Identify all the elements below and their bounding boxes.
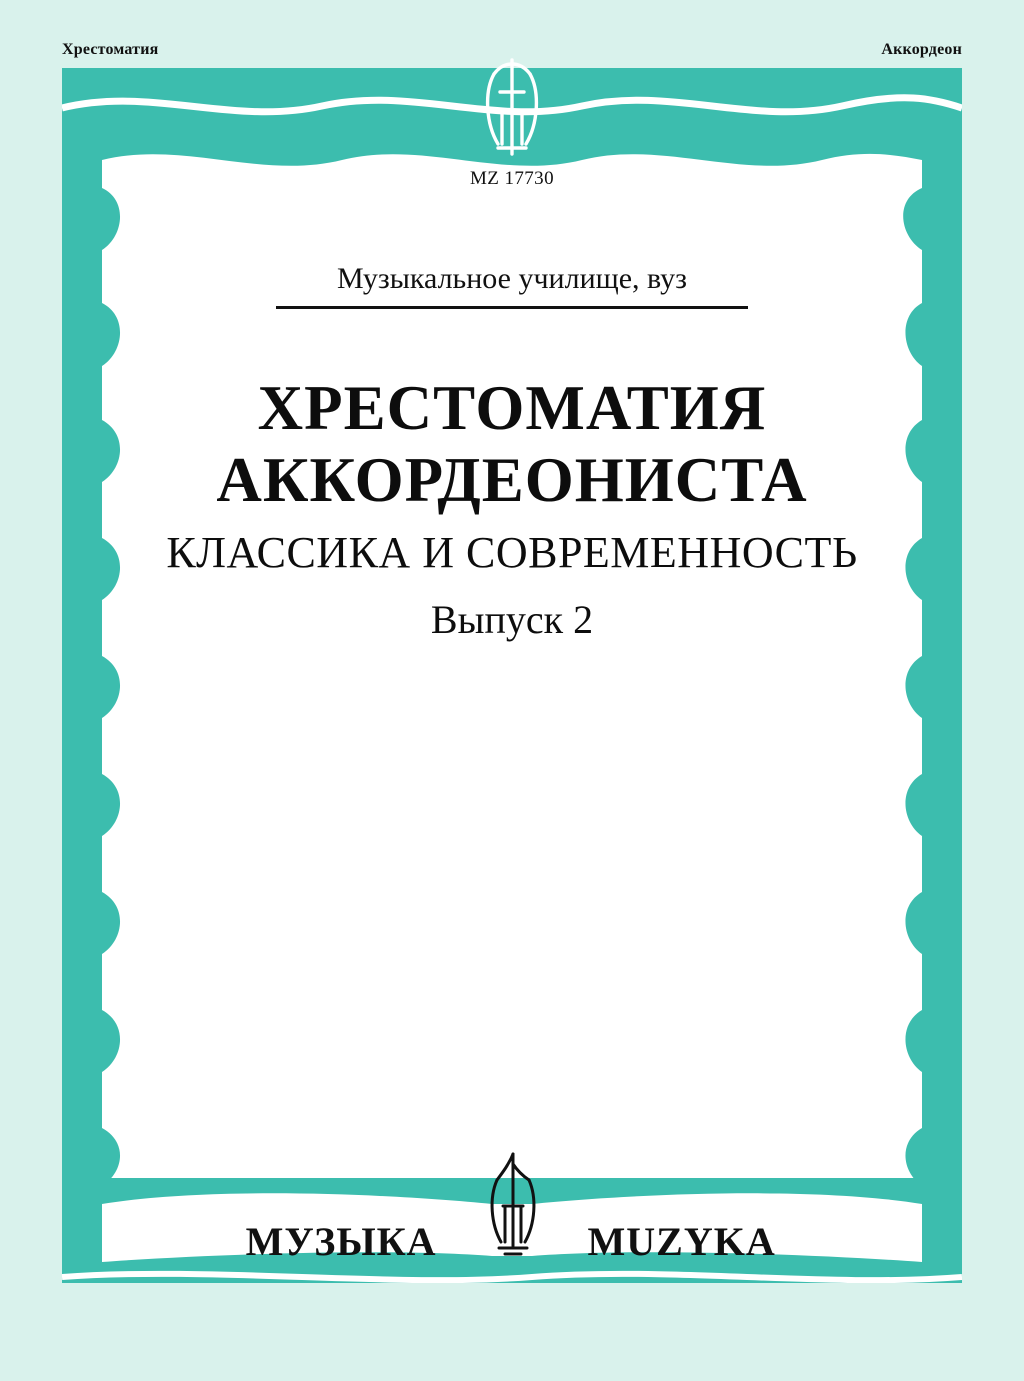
decorative-frame [62, 68, 962, 1283]
header-series-label: Хрестоматия [62, 41, 159, 58]
level-line-wrap [0, 262, 1024, 309]
publisher-name-cyrillic: МУЗЫКА [245, 1219, 437, 1264]
lyre-icon [480, 52, 544, 162]
publisher-name-latin: MUZYKA [587, 1219, 776, 1264]
lyre-logo-icon [487, 1150, 539, 1265]
title-line-1: ХРЕСТОМАТИЯ [257, 373, 767, 443]
subtitle: КЛАССИКА И СОВРЕМЕННОСТЬ [166, 528, 858, 577]
catalogue-number: MZ 17730 [470, 168, 554, 189]
issue-number: Выпуск 2 [430, 597, 594, 642]
title-line-2: АККОРДЕОНИСТА [216, 445, 808, 515]
header-instrument-label: Аккордеон [881, 41, 962, 58]
education-level-label: Музыкальное училище, вуз [276, 262, 748, 309]
title-block [0, 372, 1024, 643]
